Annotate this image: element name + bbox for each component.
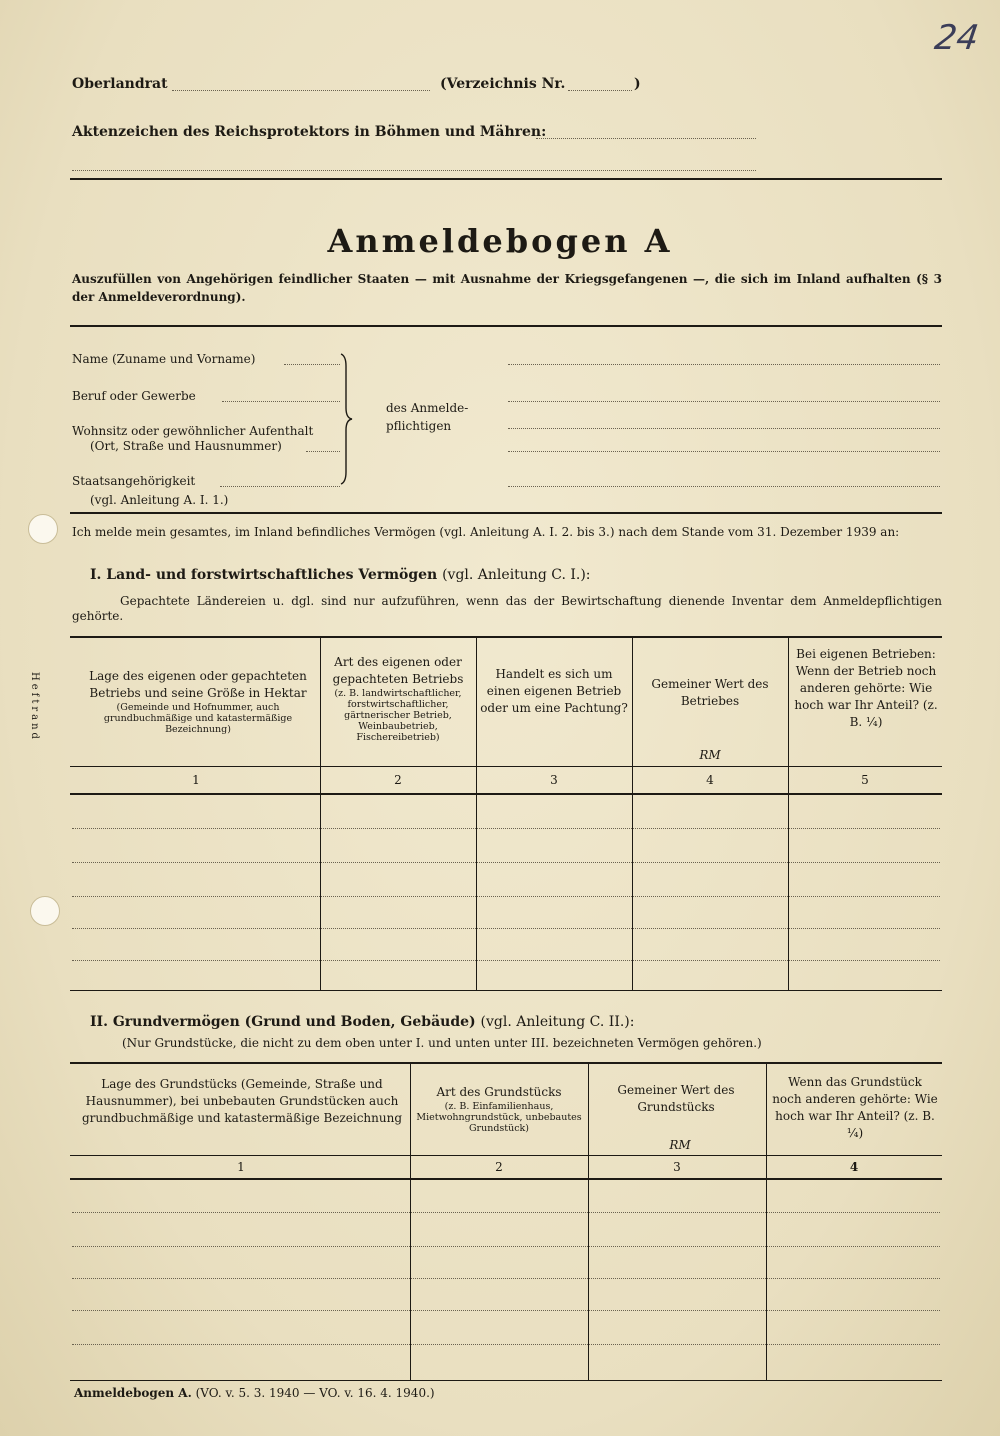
aktenzeichen-label: Aktenzeichen des Reichsprotektors in Böhmen und Mähren: xyxy=(72,124,547,140)
table2-head-4 xyxy=(772,1074,938,1142)
table2-bottom-rule xyxy=(70,1380,942,1381)
table1-num-5: 5 xyxy=(861,773,869,787)
declaration-text: Ich melde mein gesamtes, im Inland befindliches Vermögen (vgl. Anleitung A. I. 2. bis 3.) nach dem Stande vom 31. Dezember 1939 an: xyxy=(72,525,900,539)
field-brace xyxy=(338,352,354,486)
section1-title-text: I. Land- und forstwirtschaftliches Vermögen xyxy=(90,567,438,583)
wohnsitz-leader xyxy=(306,451,340,452)
beruf-label: Beruf oder Gewerbe xyxy=(72,389,196,403)
table2-head-2-small: (z. B. Einfamilienhaus, Mietwohngrundstück, unbebautes Grundstück) xyxy=(416,1101,582,1134)
form-title: Anmeldebogen A xyxy=(327,222,673,260)
brace-label-2: pflichtigen xyxy=(386,419,452,433)
footer-form-name: Anmeldebogen A. xyxy=(74,1386,192,1400)
table1-row-line-1[interactable] xyxy=(72,828,940,829)
verzeichnis-close: ) xyxy=(634,76,641,92)
table1-col-div-1 xyxy=(320,637,321,991)
section2-note: (Nur Grundstücke, die nicht zu dem oben unter I. und unten unter III. bezeichneten Vermögen gehören.) xyxy=(122,1036,762,1050)
table1-head-5-text: Bei eigenen Betrieben: Wenn der Betrieb noch anderen gehörte: Wie hoch war Ihr Anteil? (z. B. ¼) xyxy=(794,647,938,729)
punch-hole-top xyxy=(28,514,58,544)
table2-head-1-text: Lage des Grundstücks (Gemeinde, Straße und Hausnummer), bei unbebauten Grundstücken auch grundbuchmäßige und katastermäßige Bezeichnung xyxy=(81,1077,403,1125)
table1-bottom-rule xyxy=(70,990,942,991)
wohnsitz-label: Wohnsitz oder gewöhnlicher Aufenthalt xyxy=(72,424,314,438)
form-subtitle: Auszufüllen von Angehörigen feindlicher Staaten — mit Ausnahme der Kriegsgefangenen —, die sich im Inland aufhalten (§ 3 der Anmeldeverordnung). xyxy=(72,272,942,304)
table1-row-line-5[interactable] xyxy=(72,960,940,961)
oberlandrat-label: Oberlandrat xyxy=(72,76,168,92)
wohnsitz-field-1[interactable] xyxy=(508,428,940,429)
table1-head-1-text: Lage des eigenen oder gepachteten Betriebs und seine Größe in Hektar xyxy=(89,669,307,700)
section1-note: Gepachtete Ländereien u. dgl. sind nur aufzuführen, wenn das der Bewirtschaftung dienende Inventar dem Anmeldepflichtigen gehörte. xyxy=(72,594,942,623)
person-rule xyxy=(70,512,942,514)
table2-row-line-1[interactable] xyxy=(72,1212,940,1213)
table1-col-div-4 xyxy=(788,637,789,991)
table2-unit: RM xyxy=(669,1138,691,1152)
name-label: Name (Zuname und Vorname) xyxy=(72,352,256,366)
table2-row-line-4[interactable] xyxy=(72,1310,940,1311)
table2-head-2-text: Art des Grundstücks xyxy=(436,1085,562,1099)
beruf-field[interactable] xyxy=(508,401,940,402)
table2-head-3-text: Gemeiner Wert des Grundstücks xyxy=(617,1083,735,1114)
wohnsitz-field-2[interactable] xyxy=(508,451,940,452)
punch-hole-bottom xyxy=(30,896,60,926)
verzeichnis-label: (Verzeichnis Nr. xyxy=(440,76,566,92)
table2-head-1 xyxy=(80,1076,404,1127)
table1-unit: RM xyxy=(699,748,721,762)
table2-col-div-2 xyxy=(588,1063,589,1381)
table1-head-5 xyxy=(792,646,940,731)
table1-top-rule xyxy=(70,636,942,638)
table2-num-4: 4 xyxy=(849,1160,859,1174)
table1-num-4: 4 xyxy=(706,773,714,787)
table2-row-line-3[interactable] xyxy=(72,1278,940,1279)
table1-head-1-small: (Gemeinde und Hofnummer, auch grundbuchmäßige und katastermäßige Bezeichnung) xyxy=(103,702,293,735)
staatsangehoerigkeit-leader xyxy=(220,486,340,487)
table2-col-div-3 xyxy=(766,1063,767,1381)
aktenzeichen-field[interactable] xyxy=(536,138,756,139)
table1-head-2 xyxy=(324,654,472,743)
table2-head-2 xyxy=(416,1084,582,1134)
beruf-leader xyxy=(222,401,340,402)
table1-head-2-small: (z. B. landwirtschaftlicher, forstwirtschaftlicher, gärtnerischer Betrieb, Weinbaubetrieb, Fischereibetrieb) xyxy=(334,688,462,743)
table1-col-div-3 xyxy=(632,637,633,991)
aktenzeichen-field-line2[interactable] xyxy=(72,170,756,171)
staatsangehoerigkeit-field[interactable] xyxy=(508,486,940,487)
name-field[interactable] xyxy=(508,364,940,365)
subtitle-rule xyxy=(70,325,942,327)
table1-head-2-text: Art des eigenen oder gepachteten Betriebs xyxy=(332,655,464,686)
footer-refs: (VO. v. 5. 3. 1940 — VO. v. 16. 4. 1940.) xyxy=(195,1386,435,1400)
section2-ref: (vgl. Anleitung C. II.): xyxy=(480,1014,635,1030)
table2-header-rule xyxy=(70,1155,942,1156)
header-rule xyxy=(70,178,942,180)
table2-row-line-5[interactable] xyxy=(72,1344,940,1345)
table1-row-line-4[interactable] xyxy=(72,928,940,929)
table2-number-rule xyxy=(70,1178,942,1180)
table1-col-div-2 xyxy=(476,637,477,991)
table1-head-4 xyxy=(646,676,774,710)
staatsangehoerigkeit-sub: (vgl. Anleitung A. I. 1.) xyxy=(90,493,229,507)
name-leader xyxy=(284,364,340,365)
table2-num-1: 1 xyxy=(237,1160,245,1174)
table2-head-3 xyxy=(606,1082,746,1116)
section2-title xyxy=(90,1014,634,1030)
section2-title-text: II. Grundvermögen (Grund und Boden, Gebäude) xyxy=(90,1014,476,1030)
brace-label-1: des Anmelde- xyxy=(386,401,469,415)
table1-header-rule xyxy=(70,766,942,767)
table2-top-rule xyxy=(70,1062,942,1064)
verzeichnis-field[interactable] xyxy=(568,90,632,91)
section1-title xyxy=(90,567,591,583)
wohnsitz-sub: (Ort, Straße und Hausnummer) xyxy=(90,439,282,453)
table2-col-div-1 xyxy=(410,1063,411,1381)
table2-row-line-2[interactable] xyxy=(72,1246,940,1247)
oberlandrat-field[interactable] xyxy=(172,90,430,91)
section1-ref: (vgl. Anleitung C. I.): xyxy=(442,567,591,583)
table1-num-2: 2 xyxy=(394,773,402,787)
table1-head-3 xyxy=(480,666,628,717)
table1-row-line-2[interactable] xyxy=(72,862,940,863)
margin-label: Heftrand xyxy=(29,672,40,742)
page-number: 24 xyxy=(932,18,982,58)
staatsangehoerigkeit-label: Staatsangehörigkeit xyxy=(72,474,196,488)
table1-row-line-3[interactable] xyxy=(72,896,940,897)
footer xyxy=(74,1386,435,1400)
table2-num-2: 2 xyxy=(495,1160,503,1174)
table1-head-1 xyxy=(80,668,316,735)
table2-head-4-text: Wenn das Grundstück noch anderen gehörte: Wie hoch war Ihr Anteil? (z. B. ¼) xyxy=(772,1075,938,1140)
table1-head-4-text: Gemeiner Wert des Betriebes xyxy=(651,677,769,708)
table2-num-3: 3 xyxy=(673,1160,681,1174)
table1-num-1: 1 xyxy=(192,773,200,787)
table1-head-3-text: Handelt es sich um einen eigenen Betrieb oder um eine Pachtung? xyxy=(480,667,628,715)
table1-number-rule xyxy=(70,793,942,795)
table1-num-3: 3 xyxy=(550,773,558,787)
